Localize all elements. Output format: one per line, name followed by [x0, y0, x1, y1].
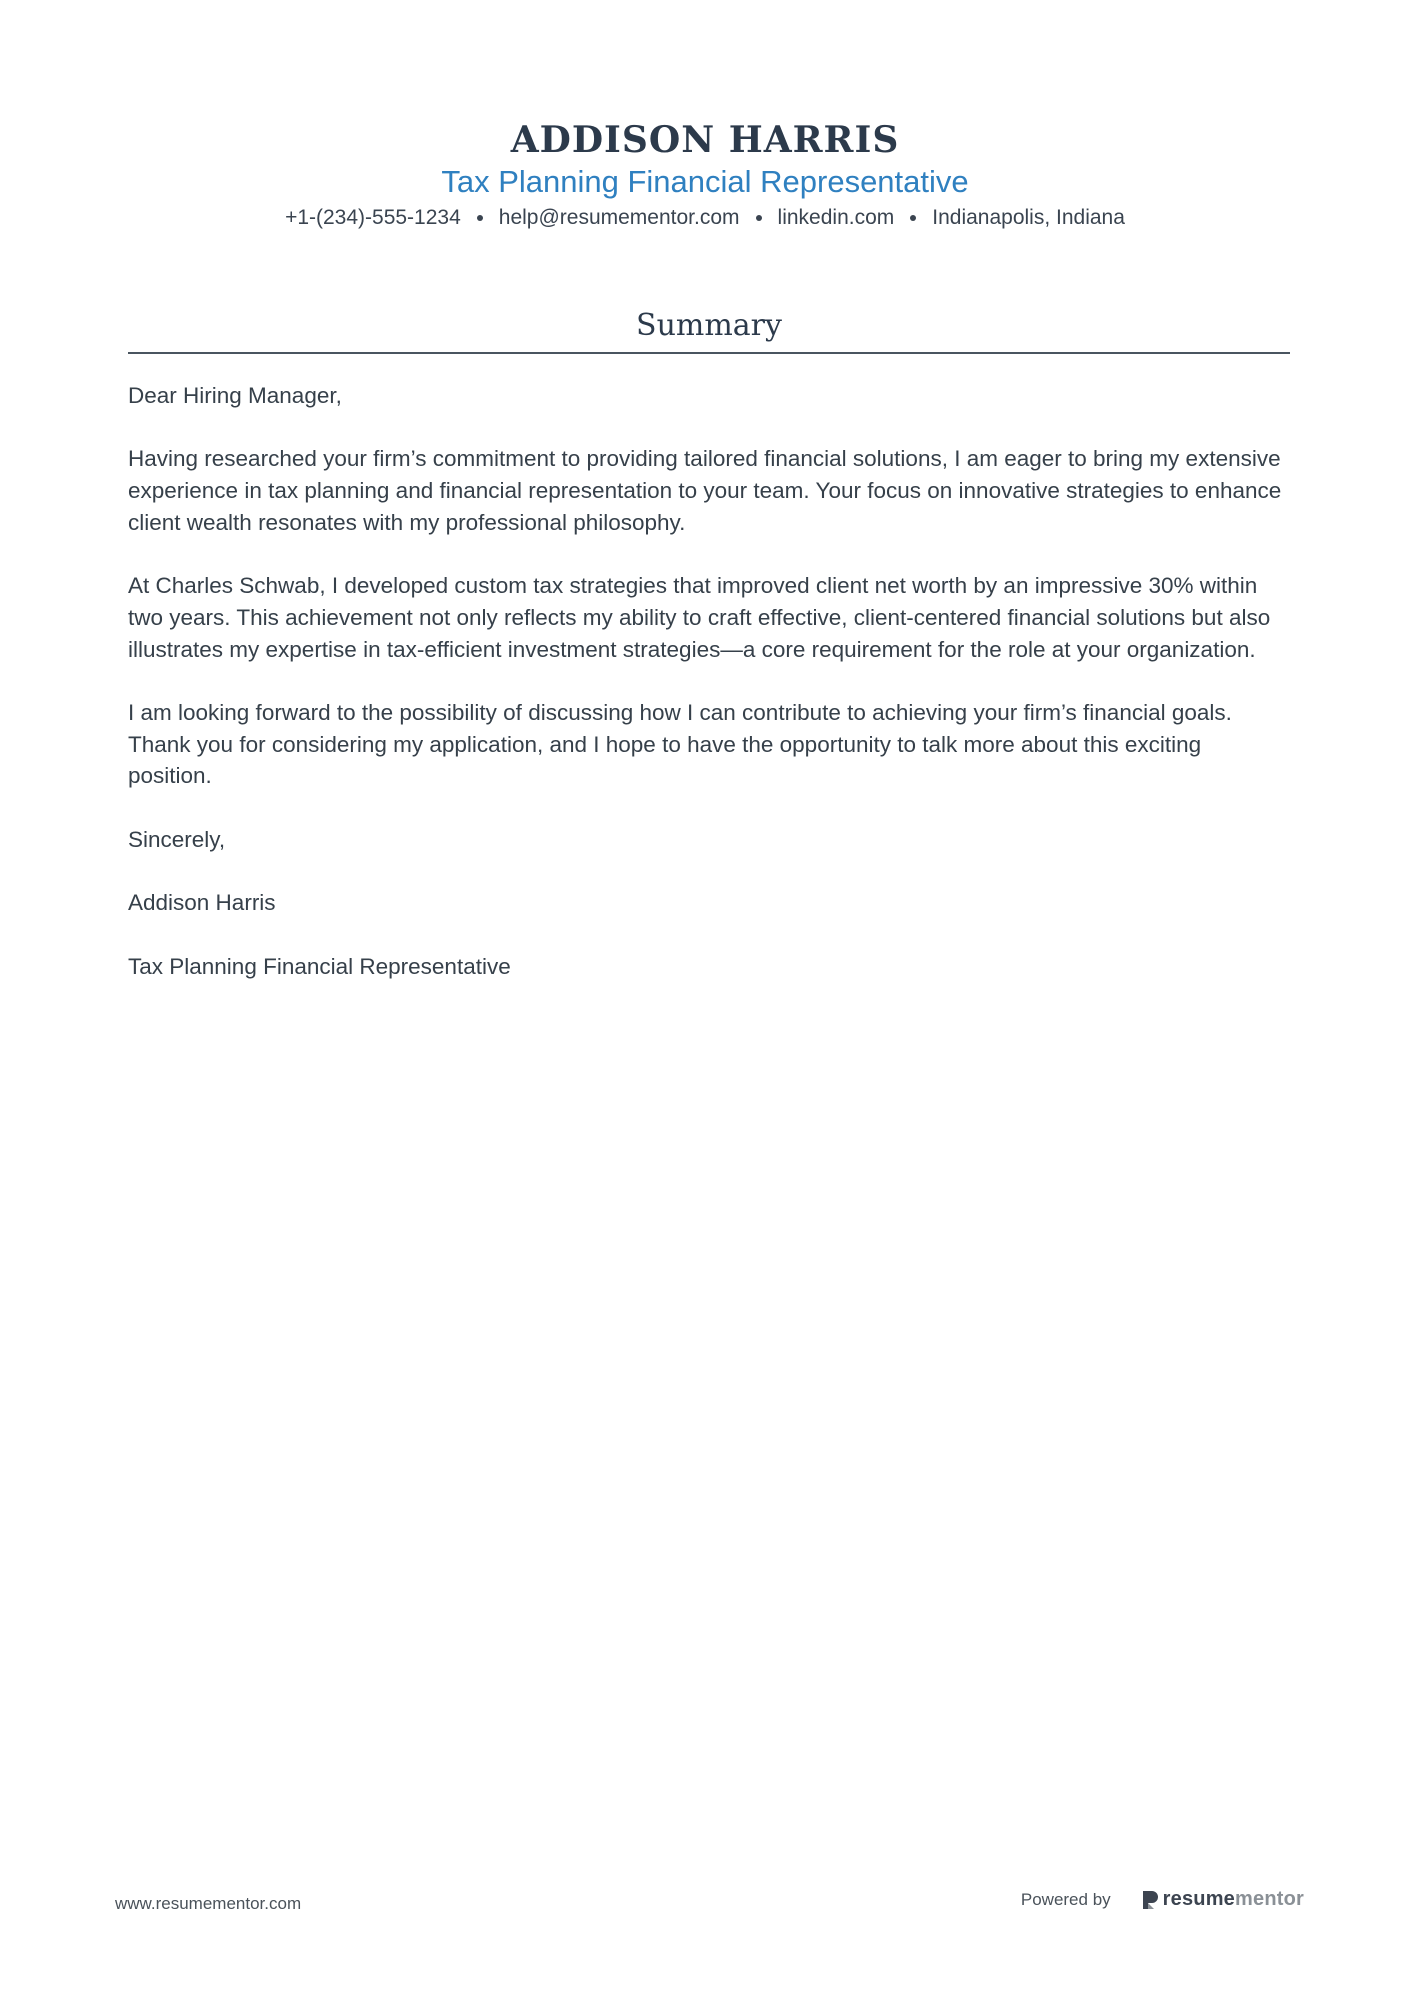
- footer-branding: [1021, 1888, 1304, 1911]
- brand-name-part2: mentor: [1235, 1888, 1304, 1910]
- letter-header: [0, 118, 1410, 232]
- resumementor-logo-icon: [1141, 1889, 1159, 1911]
- body-paragraph: I am looking forward to the possibility of discussing how I can contribute to achieving your firm’s financial goals. Thank you for considering my application, and I hope to have the opportunity to talk more about this exciting position.: [128, 699, 1232, 789]
- footer-website[interactable]: www.resumementor.com: [115, 1894, 302, 1913]
- section-divider: [128, 352, 1290, 354]
- contact-phone: +1-(234)-555-1234: [285, 206, 461, 229]
- bullet-separator-icon: [477, 215, 483, 221]
- brand-name-part1: resume: [1162, 1888, 1236, 1910]
- signature-name: Addison Harris: [128, 890, 276, 916]
- brand-logo[interactable]: [1141, 1888, 1304, 1911]
- signature-title: Tax Planning Financial Representative: [128, 953, 511, 979]
- powered-by-label: Powered by: [1020, 1889, 1111, 1909]
- contact-linkedin[interactable]: linkedin.com: [777, 206, 895, 229]
- letter-body: [128, 380, 1290, 1014]
- section-title: Summary: [636, 308, 782, 343]
- contact-line: [0, 204, 1410, 232]
- closing: Sincerely,: [128, 826, 226, 852]
- body-paragraph: At Charles Schwab, I developed custom tax strategies that improved client net worth by an impressive 30% within two years. This achievement not only reflects my ability to craft effective, client-centered financial solutions but also illustrates my expertise in tax-efficient investment strategies—a core requirement for the role at your organization.: [128, 573, 1271, 662]
- salutation: Dear Hiring Manager,: [128, 383, 342, 408]
- applicant-role: Tax Planning Financial Representative: [441, 164, 969, 199]
- contact-email[interactable]: help@resumementor.com: [498, 206, 740, 229]
- body-paragraph: Having researched your firm’s commitment to providing tailored financial solutions, I am eager to bring my extensive experience in tax planning and financial representation to your team. Your focus on innovative strategies to enhance client wealth resonates with my professional philosophy.: [128, 446, 1282, 535]
- applicant-name: ADDISON HARRIS: [510, 119, 900, 161]
- bullet-separator-icon: [910, 215, 916, 221]
- bullet-separator-icon: [756, 215, 762, 221]
- contact-location: Indianapolis, Indiana: [932, 206, 1125, 229]
